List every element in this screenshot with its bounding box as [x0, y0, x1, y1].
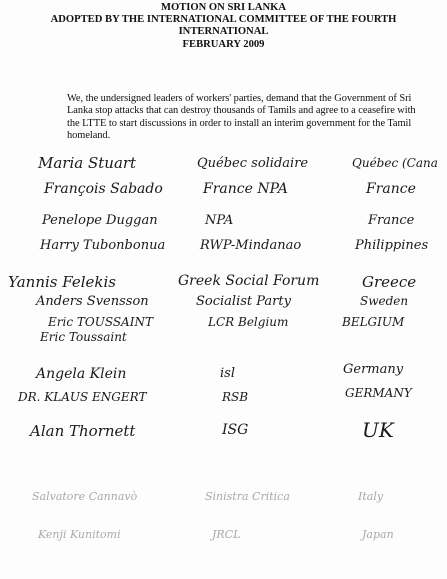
signature-name: Angela Klein [36, 366, 127, 382]
motion-line: Lanka stop attacks that can destroy thousands of Tamils and agree to a ceasefire with [67, 105, 416, 117]
signature-row [0, 181, 447, 207]
signature-organization: LCR Belgium [208, 315, 289, 329]
signature-row [0, 330, 447, 356]
heading-adopted-by: ADOPTED BY THE INTERNATIONAL COMMITTEE OF THE FOURTH [50, 14, 397, 26]
heading-date: FEBRUARY 2009 [182, 38, 265, 50]
signature-name: Kenji Kunitomi [38, 528, 121, 541]
signature-organization: Socialist Party [196, 294, 291, 309]
motion-text [67, 93, 442, 143]
motion-line: the LTTE to start discussions in order to install an interim government for the Tamil [67, 117, 412, 129]
signature-name: Anders Svensson [36, 294, 149, 309]
signature-country: GERMANY [345, 386, 412, 400]
signature-area [0, 150, 447, 579]
signature-name: Harry Tubonbonua [40, 238, 166, 253]
signature-organization: isl [220, 366, 235, 381]
signature-organization: JRCL [212, 528, 241, 541]
signature-organization: RWP-Mindanao [200, 238, 302, 253]
signature-country: Sweden [360, 294, 409, 308]
signature-country: UK [362, 418, 394, 442]
signature-organization: Québec solidaire [197, 156, 309, 171]
heading-title: MOTION ON SRI LANKA [160, 2, 287, 13]
signature-name: Yannis Felekis [8, 273, 116, 291]
signature-country: Philippines [355, 238, 429, 253]
signature-name: Eric Toussaint [40, 330, 127, 344]
signature-organization: RSB [222, 390, 249, 404]
signature-row [0, 238, 447, 264]
signature-name: DR. KLAUS ENGERT [18, 390, 147, 404]
signature-organization: NPA [205, 213, 234, 228]
signature-name: François Sabado [44, 181, 163, 197]
signature-name: Maria Stuart [38, 154, 137, 172]
signature-organization: Sinistra Critica [205, 490, 290, 503]
motion-line: We, the undersigned leaders of workers' parties, demand that the Government of Sri [67, 93, 412, 104]
signature-country: Germany [343, 362, 404, 377]
signature-organization: France NPA [203, 181, 288, 197]
motion-line: homeland. [67, 130, 111, 142]
signature-country: Japan [362, 528, 394, 541]
signature-name: Alan Thornett [30, 422, 136, 440]
signature-row [0, 213, 447, 239]
signature-row [0, 154, 447, 180]
signature-name: Penelope Duggan [42, 213, 158, 228]
heading-international: INTERNATIONAL [178, 26, 269, 38]
signature-name: Eric TOUSSAINT [48, 315, 153, 329]
signature-country: France [366, 181, 416, 197]
signature-organization: Greek Social Forum [178, 273, 320, 289]
motion-heading [0, 2, 447, 51]
signature-row [0, 490, 447, 516]
signature-country: BELGIUM [342, 315, 405, 329]
signature-organization: ISG [222, 422, 249, 438]
signature-row [0, 386, 447, 416]
signature-row [0, 418, 447, 448]
signature-row [0, 528, 447, 554]
signature-country: France [368, 213, 415, 228]
signature-country: Italy [358, 490, 384, 503]
signature-country: Greece [362, 273, 417, 291]
signature-name: Salvatore Cannavò [32, 490, 138, 503]
signature-country: Québec (Cana [352, 156, 438, 170]
